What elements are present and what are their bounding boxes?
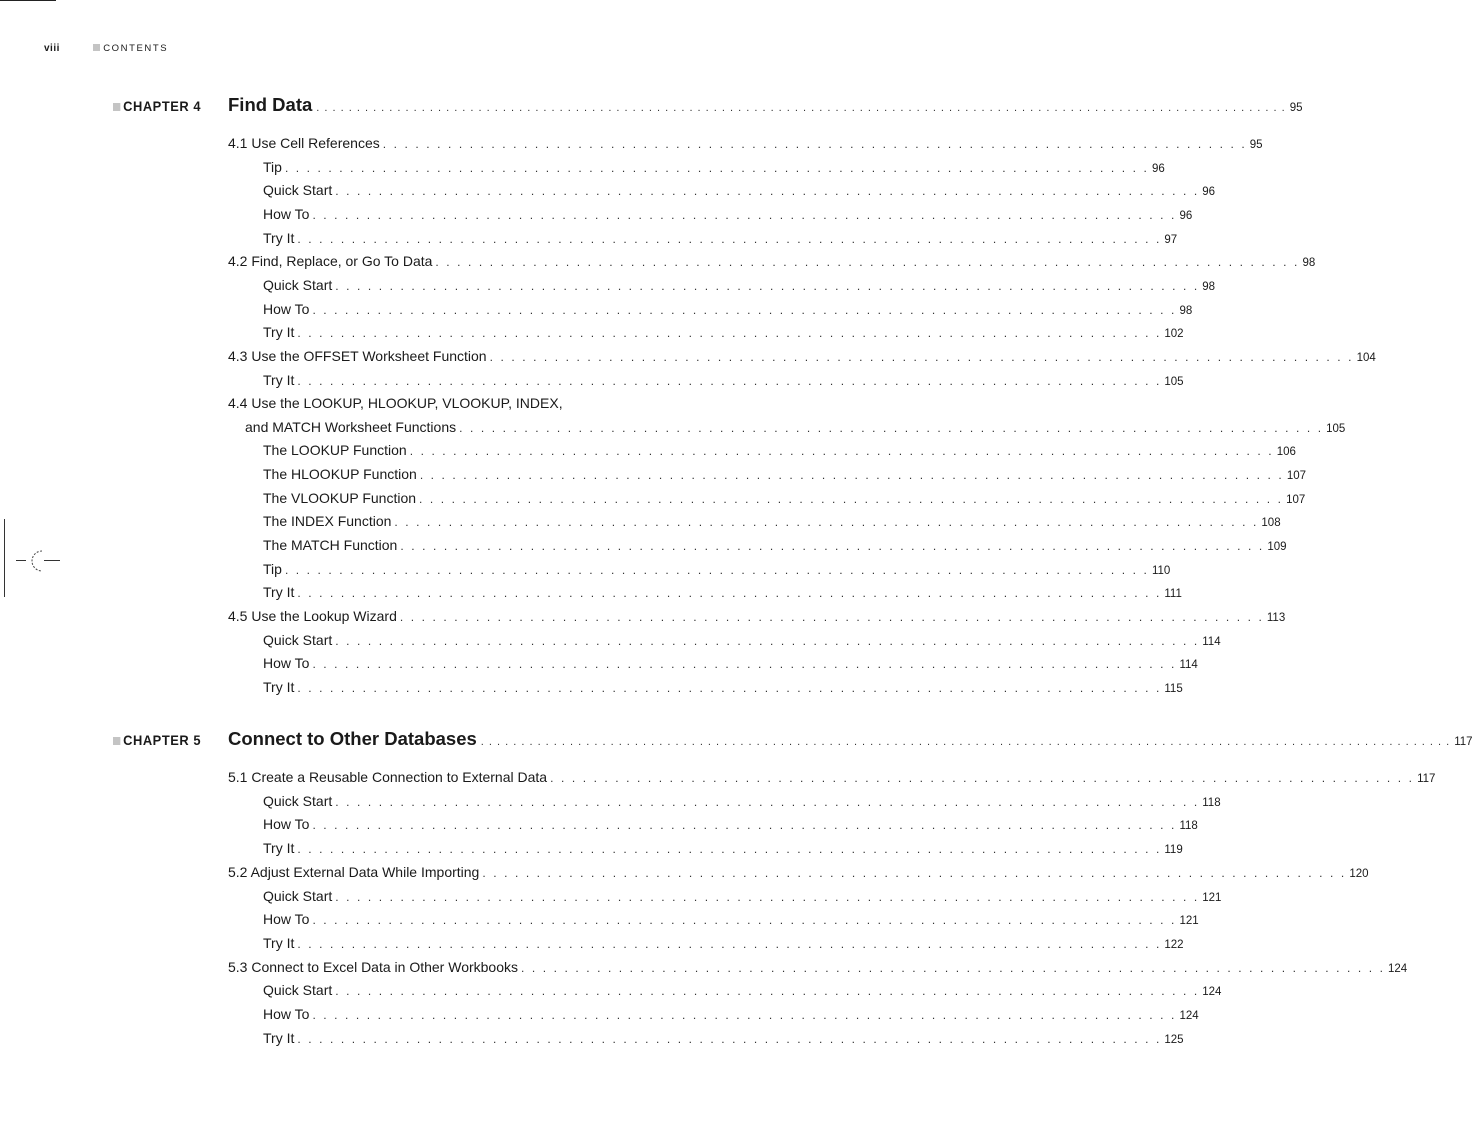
chapter-title: Connect to Other Databases bbox=[228, 728, 477, 749]
toc-entry-title: How To bbox=[263, 205, 310, 222]
toc-entry-title: Tip bbox=[263, 560, 282, 577]
dot-leader: . . . . . . . . . . . . . . . . . . . . . . . . . . . . . . . . . . . . . . . . . . . . . . . . . . . . . . . . . . . . . . . . . . . . . . . . . . . . . . . . bbox=[297, 936, 1162, 951]
toc-entry[interactable] bbox=[228, 135, 1263, 155]
toc-page-number: 96 bbox=[1202, 186, 1216, 199]
toc-entry-title: and MATCH Worksheet Functions bbox=[245, 418, 457, 435]
dot-leader: . . . . . . . . . . . . . . . . . . . . . . . . . . . . . . . . . . . . . . . . . . . . . . . . . . . . . . . . . . . . . . . . . . . . . . . . . . . . . . . . bbox=[312, 818, 1177, 833]
crop-mark-line bbox=[44, 560, 60, 561]
chapter-title-row[interactable] bbox=[228, 94, 1303, 120]
chapter-title: Find Data bbox=[228, 94, 313, 115]
toc-entry[interactable] bbox=[263, 513, 1281, 533]
gray-square-icon bbox=[93, 44, 100, 51]
dot-leader: . . . . . . . . . . . . . . . . . . . . . . . . . . . . . . . . . . . . . . . . . . . . . . . . . . . . . . . . . . . . . . . . . . . . . . . . . . . . . . . . bbox=[419, 491, 1284, 506]
dot-leader: . . . . . . . . . . . . . . . . . . . . . . . . . . . . . . . . . . . . . . . . . . . . . . . . . . . . . . . . . . . . . . . . . . . . . . . . . . . . . . . . bbox=[297, 326, 1162, 341]
dot-leader: . . . . . . . . . . . . . . . . . . . . . . . . . . . . . . . . . . . . . . . . . . . . . . . . . . . . . . . . . . . . . . . . . . . . . . . . . . . . . . . . . . . . . . . . . . . . . . . . . . . . . . . . . . . . . . . . . . . . . . . . bbox=[480, 736, 1451, 748]
toc-entry-title: Tip bbox=[263, 158, 282, 175]
toc-entry-title: The MATCH Function bbox=[263, 537, 398, 554]
toc-page-number: 98 bbox=[1302, 257, 1316, 270]
toc-entry-title: Try It bbox=[263, 678, 295, 695]
dot-leader: . . . . . . . . . . . . . . . . . . . . . . . . . . . . . . . . . . . . . . . . . . . . . . . . . . . . . . . . . . . . . . . . . . . . . . . . . . . . . . . . bbox=[382, 137, 1247, 151]
toc-page-number: 106 bbox=[1276, 446, 1296, 459]
toc-entry-title: Try It bbox=[263, 324, 295, 341]
dot-leader: . . . . . . . . . . . . . . . . . . . . . . . . . . . . . . . . . . . . . . . . . . . . . . . . . . . . . . . . . . . . . . . . . . . . . . . . . . . . . . . . bbox=[297, 680, 1162, 695]
toc-page-number: 118 bbox=[1179, 820, 1198, 833]
toc-page-number: 110 bbox=[1151, 564, 1171, 577]
toc-page-number: 107 bbox=[1286, 470, 1307, 483]
dot-leader: . . . . . . . . . . . . . . . . . . . . . . . . . . . . . . . . . . . . . . . . . . . . . . . . . . . . . . . . . . . . . . . . . . . . . . . . . . . . . . . . bbox=[297, 586, 1162, 601]
toc-page-number: 121 bbox=[1202, 891, 1222, 904]
toc-entry-title: The LOOKUP Function bbox=[263, 442, 407, 459]
toc-entry[interactable] bbox=[263, 560, 1171, 581]
toc-page-number: 120 bbox=[1349, 867, 1369, 880]
registration-mark-icon bbox=[24, 547, 46, 575]
toc-page-number: 98 bbox=[1179, 304, 1193, 317]
toc-entry[interactable] bbox=[263, 300, 1193, 321]
toc-entry-title: 4.3 Use the OFFSET Worksheet Function bbox=[228, 347, 487, 364]
toc-entry-title: Quick Start bbox=[263, 887, 333, 904]
toc-entry[interactable] bbox=[263, 229, 1178, 250]
toc-entry-title: 4.2 Find, Replace, or Go To Data bbox=[228, 253, 433, 270]
toc-entry[interactable] bbox=[228, 395, 712, 415]
dot-leader: . . . . . . . . . . . . . . . . . . . . . . . . . . . . . . . . . . . . . . . . . . . . . . . . . . . . . . . . . . . . . . . . . . . . . . . . . . . . . . . . bbox=[312, 207, 1177, 222]
toc-entry[interactable] bbox=[263, 489, 1306, 510]
toc-entry[interactable] bbox=[263, 205, 1193, 226]
toc-entry[interactable] bbox=[263, 1029, 1184, 1050]
dot-leader: . . . . . . . . . . . . . . . . . . . . . . . . . . . . . . . . . . . . . . . . . . . . . . . . . . . . . . . . . . . . . . . . . . . . . . . . . . . . . . . . bbox=[312, 913, 1177, 928]
dot-leader: . . . . . . . . . . . . . . . . . . . . . . . . . . . . . . . . . . . . . . . . . . . . . . . . . . . . . . . . . . . . . . . . . . . . . . . . . . . . . . . . bbox=[335, 889, 1200, 904]
toc-entry[interactable] bbox=[263, 371, 1184, 392]
dot-leader: . . . . . . . . . . . . . . . . . . . . . . . . . . . . . . . . . . . . . . . . . . . . . . . . . . . . . . . . . . . . . . . . . . . . . . . . . . . . . . . . bbox=[297, 842, 1162, 857]
toc-entry-title: Try It bbox=[263, 584, 295, 601]
toc-page-number: 124 bbox=[1388, 962, 1408, 975]
toc-page-number: 96 bbox=[1151, 162, 1165, 175]
toc-entry-title: The INDEX Function bbox=[263, 513, 392, 530]
toc-entry-title: Try It bbox=[263, 371, 295, 388]
toc-entry[interactable] bbox=[263, 182, 1216, 202]
toc-entry-title: Quick Start bbox=[263, 792, 333, 809]
dot-leader: . . . . . . . . . . . . . . . . . . . . . . . . . . . . . . . . . . . . . . . . . . . . . . . . . . . . . . . . . . . . . . . . . . . . . . . . . . . . . . . . bbox=[335, 794, 1200, 809]
toc-entry-title: Quick Start bbox=[263, 276, 333, 293]
toc-entry[interactable] bbox=[263, 584, 1182, 604]
toc-entry[interactable] bbox=[245, 418, 1346, 439]
toc-entry-title: Try It bbox=[263, 1029, 295, 1046]
toc-entry-title: Quick Start bbox=[263, 982, 333, 999]
top-rule bbox=[0, 0, 56, 1]
toc-entry[interactable] bbox=[263, 792, 1221, 813]
gray-square-icon bbox=[113, 737, 120, 745]
toc-entry-title: 4.1 Use Cell References bbox=[228, 135, 380, 151]
toc-page-number: 107 bbox=[1286, 493, 1306, 506]
toc-entry[interactable] bbox=[263, 442, 1296, 462]
toc-page-number: 111 bbox=[1164, 588, 1182, 601]
page-folio: viii bbox=[44, 43, 60, 54]
toc-entry-title: 5.2 Adjust External Data While Importing bbox=[228, 863, 480, 880]
toc-page-number: 121 bbox=[1179, 915, 1199, 928]
toc-entry[interactable] bbox=[228, 608, 1286, 628]
toc-entry-title: How To bbox=[263, 816, 310, 833]
dot-leader: . . . . . . . . . . . . . . . . . . . . . . . . . . . . . . . . . . . . . . . . . . . . . . . . . . . . . . . . . . . . . . . . . . . . . . . . . . . . . . . . bbox=[482, 865, 1347, 880]
toc-entry[interactable] bbox=[228, 769, 1436, 789]
dot-leader: . . . . . . . . . . . . . . . . . . . . . . . . . . . . . . . . . . . . . . . . . . . . . . . . . . . . . . . . . . . . . . . . . . . . . . . . . . . . . . . . bbox=[435, 255, 1300, 270]
chapter-label-text: CHAPTER 5 bbox=[123, 732, 202, 748]
toc-entry-title: The HLOOKUP Function bbox=[263, 466, 417, 483]
toc-entry[interactable] bbox=[263, 655, 1198, 675]
dot-leader: . . . . . . . . . . . . . . . . . . . . . . . . . . . . . . . . . . . . . . . . . . . . . . . . . . . . . . . . . . . . . . . . . . . . . . . . . . . . . . . . bbox=[394, 515, 1259, 530]
toc-entry-title: 4.5 Use the Lookup Wizard bbox=[228, 608, 397, 624]
toc-page-number: 102 bbox=[1164, 328, 1184, 341]
dot-leader: . . . . . . . . . . . . . . . . . . . . . . . . . . . . . . . . . . . . . . . . . . . . . . . . . . . . . . . . . . . . . . . . . . . . . . . . . . . . . . . . bbox=[312, 302, 1177, 317]
toc-entry[interactable] bbox=[263, 1006, 1199, 1026]
toc-page-number: 104 bbox=[1356, 351, 1376, 364]
toc-entry-title: Try It bbox=[263, 840, 295, 857]
crop-mark-line bbox=[4, 519, 5, 597]
toc-page-number: 113 bbox=[1266, 612, 1286, 624]
toc-page-number: 96 bbox=[1179, 209, 1193, 222]
dot-leader: . . . . . . . . . . . . . . . . . . . . . . . . . . . . . . . . . . . . . . . . . . . . . . . . . . . . . . . . . . . . . . . . . . . . . . . . . . . . . . . . bbox=[399, 610, 1264, 624]
toc-entry[interactable] bbox=[263, 982, 1222, 1002]
dot-leader: . . . . . . . . . . . . . . . . . . . . . . . . . . . . . . . . . . . . . . . . . . . . . . . . . . . . . . . . . . . . . . . . . . . . . . . . . . . . . . . . bbox=[284, 160, 1149, 175]
toc-entry[interactable] bbox=[228, 347, 1376, 368]
toc-entry[interactable] bbox=[263, 887, 1222, 908]
dot-leader: . . . . . . . . . . . . . . . . . . . . . . . . . . . . . . . . . . . . . . . . . . . . . . . . . . . . . . . . . . . . . . . . . . . . . . . . . . . . . . . . bbox=[409, 444, 1274, 459]
toc-entry[interactable] bbox=[228, 863, 1369, 884]
dot-leader: . . . . . . . . . . . . . . . . . . . . . . . . . . . . . . . . . . . . . . . . . . . . . . . . . . . . . . . . . . . . . . . . . . . . . . . . . . . . . . . . bbox=[284, 562, 1149, 577]
dot-leader: . . . . . . . . . . . . . . . . . . . . . . . . . . . . . . . . . . . . . . . . . . . . . . . . . . . . . . . . . . . . . . . . . . . . . . . . . . . . . . . . . . . . . . . . . . . . . . . . . . . . . . . . . . . . . . . . . . . . . . . . bbox=[316, 102, 1286, 114]
toc-page-number: 114 bbox=[1179, 659, 1198, 672]
dot-leader: . . . . . . . . . . . . . . . . . . . . . . . . . . . . . . . . . . . . . . . . . . . . . . . . . . . . . . . . . . . . . . . . . . . . . . . . . . . . . . . . bbox=[297, 231, 1162, 246]
toc-entry-title: Quick Start bbox=[263, 182, 333, 199]
toc-page-number: 125 bbox=[1164, 1033, 1184, 1046]
dot-leader: . . . . . . . . . . . . . . . . . . . . . . . . . . . . . . . . . . . . . . . . . . . . . . . . . . . . . . . . . . . . . . . . . . . . . . . . . . . . . . . . bbox=[335, 633, 1200, 648]
toc-entry-title: Try It bbox=[263, 934, 295, 951]
toc-entry-title: The VLOOKUP Function bbox=[263, 489, 417, 506]
toc-entry-title: How To bbox=[263, 1006, 310, 1022]
toc-entry[interactable] bbox=[263, 324, 1184, 344]
dot-leader: . . . . . . . . . . . . . . . . . . . . . . . . . . . . . . . . . . . . . . . . . . . . . . . . . . . . . . . . . . . . . . . . . . . . . . . . . . . . . . . . bbox=[297, 373, 1162, 388]
dot-leader: . . . . . . . . . . . . . . . . . . . . . . . . . . . . . . . . . . . . . . . . . . . . . . . . . . . . . . . . . . . . . . . . . . . . . . . . . . . . . . . . bbox=[335, 984, 1200, 999]
toc-entry[interactable] bbox=[263, 276, 1216, 297]
toc-page-number: 109 bbox=[1267, 541, 1287, 554]
dot-leader: . . . . . . . . . . . . . . . . . . . . . . . . . . . . . . . . . . . . . . . . . . . . . . . . . . . . . . . . . . . . . . . . . . . . . . . . . . . . . . . . bbox=[297, 1031, 1162, 1046]
chapter-label bbox=[113, 98, 201, 114]
toc-page-number: 114 bbox=[1202, 635, 1221, 648]
toc-page-number: 105 bbox=[1326, 422, 1346, 435]
toc-entry[interactable] bbox=[228, 253, 1316, 273]
toc-entry[interactable] bbox=[263, 631, 1221, 652]
toc-page-number: 98 bbox=[1202, 280, 1216, 293]
chapter-title-row[interactable] bbox=[228, 728, 1473, 754]
dot-leader: . . . . . . . . . . . . . . . . . . . . . . . . . . . . . . . . . . . . . . . . . . . . . . . . . . . . . . . . . . . . . . . . . . . . . . . . . . . . . . . . bbox=[335, 278, 1200, 293]
toc-page-number: 122 bbox=[1164, 938, 1184, 951]
toc-entry[interactable] bbox=[263, 466, 1307, 486]
dot-leader: . . . . . . . . . . . . . . . . . . . . . . . . . . . . . . . . . . . . . . . . . . . . . . . . . . . . . . . . . . . . . . . . . . . . . . . . . . . . . . . . bbox=[550, 771, 1415, 785]
chapter-page-number: 117 bbox=[1454, 736, 1473, 748]
toc-entry-title: How To bbox=[263, 300, 310, 317]
gray-square-icon bbox=[113, 103, 120, 111]
toc-page-number: 108 bbox=[1261, 517, 1281, 530]
toc-entry[interactable] bbox=[263, 934, 1184, 955]
dot-leader: . . . . . . . . . . . . . . . . . . . . . . . . . . . . . . . . . . . . . . . . . . . . . . . . . . . . . . . . . . . . . . . . . . . . . . . . . . . . . . . . bbox=[312, 1008, 1177, 1022]
toc-entry[interactable] bbox=[263, 537, 1287, 557]
dot-leader: . . . . . . . . . . . . . . . . . . . . . . . . . . . . . . . . . . . . . . . . . . . . . . . . . . . . . . . . . . . . . . . . . . . . . . . . . . . . . . . . bbox=[459, 420, 1324, 435]
toc-page-number: 119 bbox=[1164, 844, 1183, 857]
toc-entry-title: 5.1 Create a Reusable Connection to External Data bbox=[228, 769, 548, 785]
toc-page-number: 124 bbox=[1179, 1010, 1199, 1022]
dot-leader: . . . . . . . . . . . . . . . . . . . . . . . . . . . . . . . . . . . . . . . . . . . . . . . . . . . . . . . . . . . . . . . . . . . . . . . . . . . . . . . . bbox=[521, 960, 1386, 975]
toc-entry-title: 4.4 Use the LOOKUP, HLOOKUP, VLOOKUP, INDEX, bbox=[228, 395, 563, 412]
toc-page-number: 97 bbox=[1164, 233, 1178, 246]
toc-page-number: 118 bbox=[1202, 796, 1221, 809]
toc-entry-title: Try It bbox=[263, 229, 295, 246]
dot-leader: . . . . . . . . . . . . . . . . . . . . . . . . . . . . . . . . . . . . . . . . . . . . . . . . . . . . . . . . . . . . . . . . . . . . . . . . . . . . . . . . bbox=[312, 657, 1177, 672]
toc-entry[interactable] bbox=[228, 958, 1408, 979]
chapter-page-number: 95 bbox=[1289, 102, 1303, 114]
toc-entry-title: How To bbox=[263, 655, 310, 672]
chapter-label bbox=[113, 732, 201, 748]
toc-entry[interactable] bbox=[263, 158, 1165, 179]
toc-entry[interactable] bbox=[263, 911, 1199, 931]
toc-entry-title: 5.3 Connect to Excel Data in Other Workbooks bbox=[228, 958, 518, 975]
running-head bbox=[44, 43, 168, 54]
dot-leader: . . . . . . . . . . . . . . . . . . . . . . . . . . . . . . . . . . . . . . . . . . . . . . . . . . . . . . . . . . . . . . . . . . . . . . . . . . . . . . . . bbox=[400, 539, 1265, 554]
running-head-section: CONTENTS bbox=[103, 43, 169, 54]
toc-page-number: 95 bbox=[1249, 139, 1263, 151]
toc-entry-title: How To bbox=[263, 911, 310, 928]
toc-page-number: 115 bbox=[1164, 682, 1183, 695]
dot-leader: . . . . . . . . . . . . . . . . . . . . . . . . . . . . . . . . . . . . . . . . . . . . . . . . . . . . . . . . . . . . . . . . . . . . . . . . . . . . . . . . bbox=[335, 184, 1200, 199]
toc-page-number: 124 bbox=[1202, 986, 1222, 999]
toc-page-number: 105 bbox=[1164, 375, 1184, 388]
toc-page-number: 117 bbox=[1417, 773, 1436, 785]
toc-entry[interactable] bbox=[263, 678, 1183, 699]
dot-leader: . . . . . . . . . . . . . . . . . . . . . . . . . . . . . . . . . . . . . . . . . . . . . . . . . . . . . . . . . . . . . . . . . . . . . . . . . . . . . . . . bbox=[419, 468, 1284, 483]
toc-entry-title: Quick Start bbox=[263, 631, 333, 648]
toc-entry[interactable] bbox=[263, 816, 1198, 836]
dot-leader: . . . . . . . . . . . . . . . . . . . . . . . . . . . . . . . . . . . . . . . . . . . . . . . . . . . . . . . . . . . . . . . . . . . . . . . . . . . . . . . . bbox=[489, 349, 1354, 364]
toc-entry[interactable] bbox=[263, 840, 1183, 860]
chapter-label-text: CHAPTER 4 bbox=[123, 98, 202, 114]
